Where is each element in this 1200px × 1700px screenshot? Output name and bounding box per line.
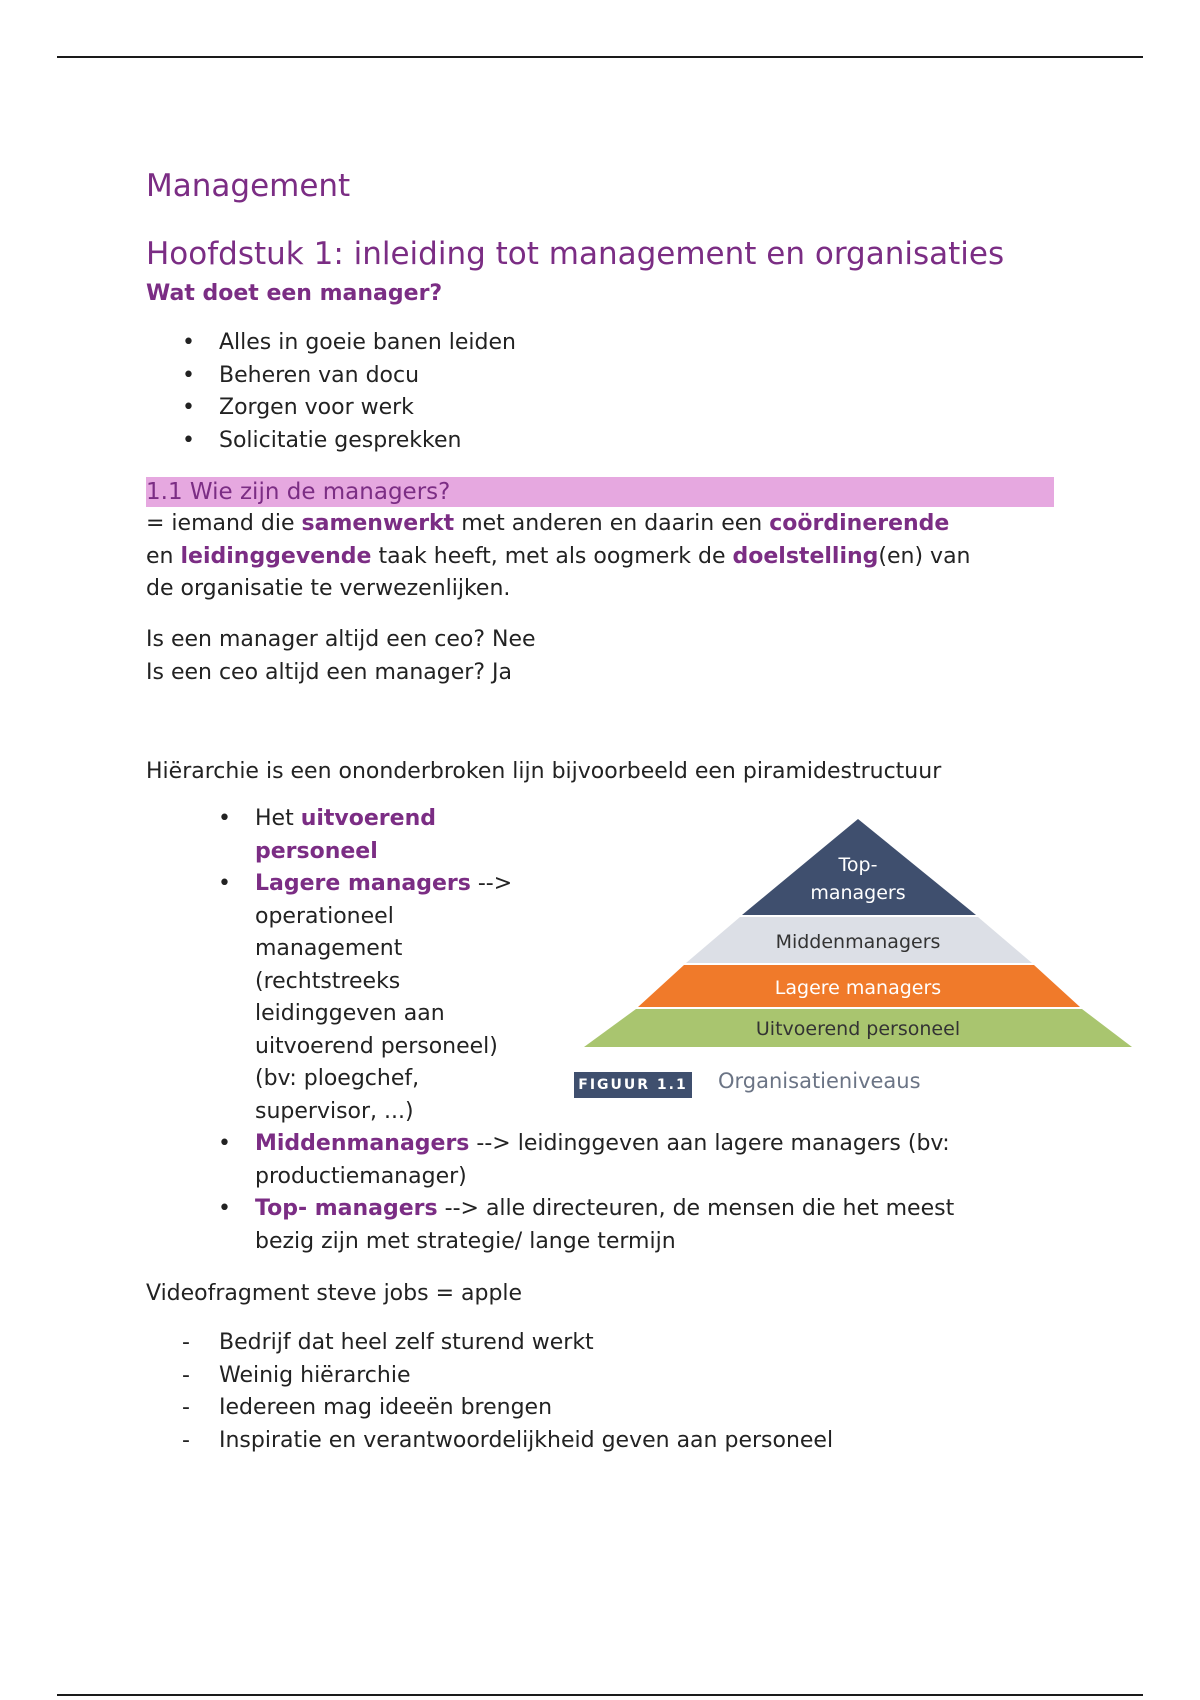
level-text: productiemanager): [255, 1163, 467, 1189]
chapter-title: Hoofdstuk 1: inleiding tot management en organisaties: [146, 236, 1005, 272]
def-term: leidinggevende: [180, 543, 372, 569]
level-text: leidinggeven aan: [255, 1001, 445, 1026]
hierarchy-intro: Hiërarchie is een ononderbroken lijn bijvoorbeeld een piramidestructuur: [146, 759, 942, 784]
def-text: met anderen en daarin een: [454, 511, 770, 536]
level-text: supervisor, ...): [255, 1098, 414, 1124]
level-text: uitvoerend personeel): [255, 1033, 498, 1059]
figure-tag: FIGUUR 1.1: [574, 1072, 692, 1098]
pyramid-middle-label: Middenmanagers: [775, 931, 941, 953]
level-text: (rechtstreeks: [255, 968, 401, 994]
pyramid-top-label-1: Top-: [838, 854, 878, 876]
list-item-text: Inspiratie en verantwoordelijkheid geven aan personeel: [219, 1427, 834, 1453]
def-term: samenwerkt: [301, 511, 455, 536]
list-item-middenmanagers: • Middenmanagers --> leidinggeven aan lagere managers (bv: productiemanager): [218, 1131, 950, 1189]
list-item: • Beheren van docu: [182, 362, 420, 388]
video-heading: Videofragment steve jobs = apple: [146, 1281, 523, 1306]
def-text: (en) van: [878, 543, 971, 569]
question-2: Is een ceo altijd een manager? Ja: [146, 660, 512, 685]
list-item-text: Iedereen mag ideeën brengen: [219, 1395, 553, 1420]
list-item: - Inspiratie en verantwoordelijkheid geven aan personeel: [182, 1427, 834, 1453]
video-points-list: [182, 1327, 833, 1457]
level-text: Het: [255, 806, 301, 831]
manager-tasks-list: [182, 327, 516, 457]
section-heading: 1.1 Wie zijn de managers?: [146, 479, 451, 505]
list-item-uitvoerend: • Het uitvoerend personeel: [218, 806, 436, 864]
list-item-text: Bedrijf dat heel zelf sturend werkt: [219, 1330, 594, 1355]
level-text: --> alle directeuren, de mensen die het meest: [437, 1196, 955, 1221]
subheading: Wat doet een manager?: [146, 281, 443, 306]
def-text: taak heeft, met als oogmerk de: [371, 543, 733, 569]
level-text: --> leidinggeven aan lagere managers (bv:: [469, 1131, 950, 1156]
level-text: -->: [470, 871, 513, 896]
list-item-top-managers: • Top- managers --> alle directeuren, de mensen die het meest bezig zijn met strategie/ lange termijn: [218, 1196, 955, 1254]
level-term: Middenmanagers: [255, 1131, 470, 1156]
list-item-text: Beheren van docu: [219, 362, 420, 388]
level-text: (bv: ploegchef,: [255, 1066, 420, 1091]
def-text: = iemand die: [146, 511, 302, 536]
list-item: - Iedereen mag ideeën brengen: [182, 1395, 553, 1420]
list-item-text: Alles in goeie banen leiden: [219, 330, 516, 355]
question-1: Is een manager altijd een ceo? Nee: [146, 627, 536, 652]
bottom-rule: [57, 1694, 1143, 1696]
level-term: Top- managers: [255, 1196, 438, 1221]
level-term: Lagere managers: [255, 871, 471, 896]
level-text: operationeel: [255, 903, 394, 929]
figure-caption: Organisatieniveaus: [718, 1069, 921, 1093]
list-item: • Zorgen voor werk: [182, 395, 414, 420]
list-item-text: Solicitatie gesprekken: [219, 427, 462, 453]
def-term: coördinerende: [769, 511, 950, 536]
list-item-text: Weinig hiërarchie: [219, 1362, 411, 1388]
def-text: en: [146, 543, 181, 569]
organisation-pyramid-figure: [580, 815, 1140, 1095]
top-rule: [57, 56, 1143, 58]
list-item-text: Zorgen voor werk: [219, 395, 414, 420]
list-item: • Solicitatie gesprekken: [182, 427, 462, 453]
list-item: • Alles in goeie banen leiden: [182, 330, 516, 355]
pyramid-base-label: Uitvoerend personeel: [755, 1018, 961, 1040]
pyramid-lower-label: Lagere managers: [774, 977, 942, 999]
level-text: bezig zijn met strategie/ lange termijn: [255, 1228, 676, 1254]
def-term: doelstelling: [732, 543, 879, 569]
list-item: - Weinig hiërarchie: [182, 1362, 411, 1388]
def-text: de organisatie te verwezenlijken.: [146, 576, 511, 601]
level-text: management: [255, 936, 403, 961]
pyramid-top-label-2: managers: [810, 882, 906, 904]
level-term: personeel: [255, 838, 378, 864]
list-item-lagere-managers: • Lagere managers --> operationeel management (rechtstreeks leidinggeven aan uitvoerend personeel) (bv: ploegchef, supervisor, ...): [218, 871, 513, 1124]
list-item: - Bedrijf dat heel zelf sturend werkt: [182, 1330, 594, 1355]
level-term: uitvoerend: [300, 806, 436, 831]
page-title: Management: [146, 168, 351, 204]
definition-paragraph: [146, 508, 1076, 606]
